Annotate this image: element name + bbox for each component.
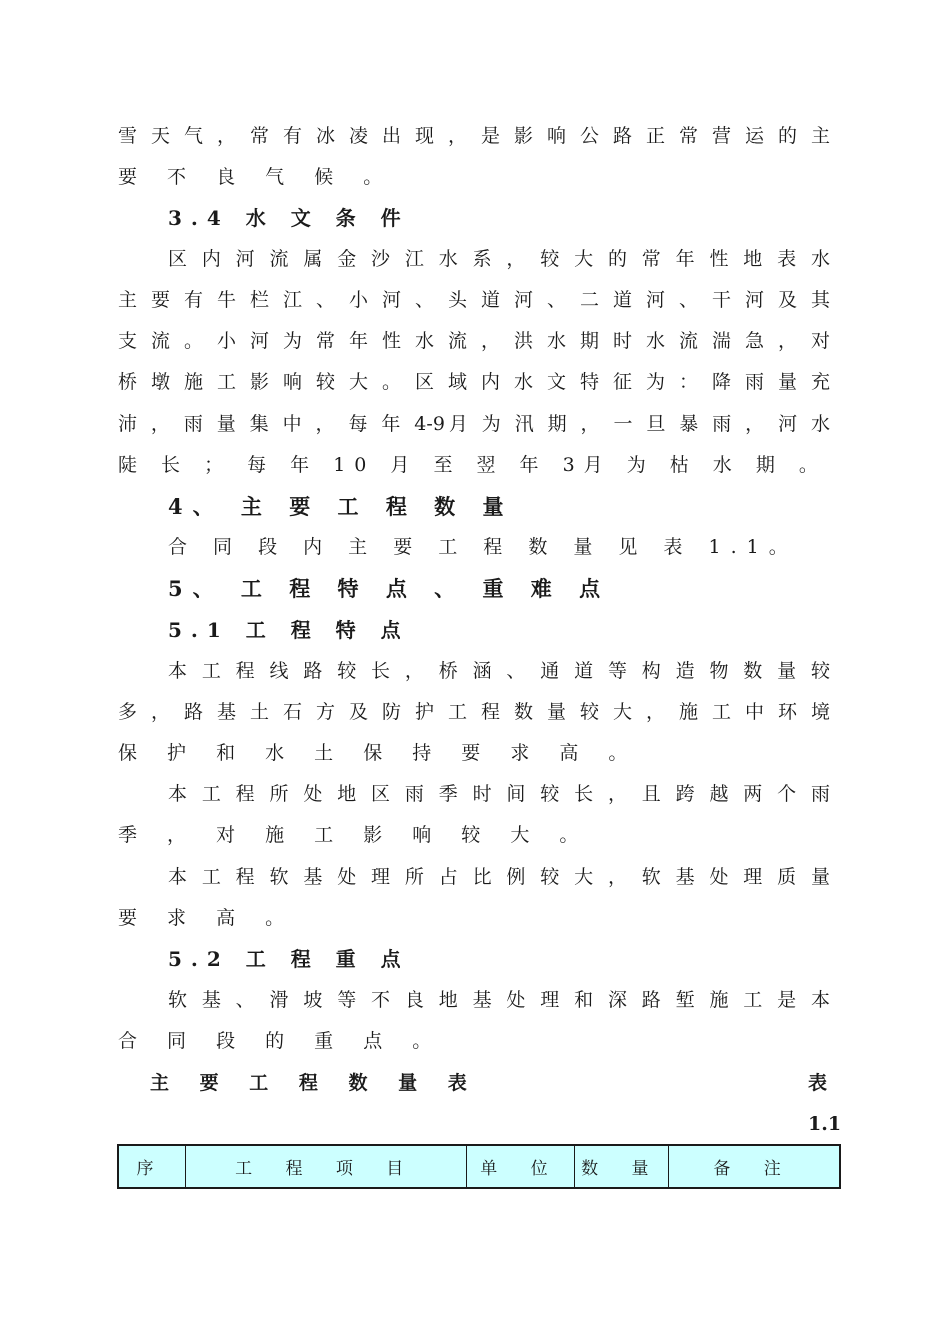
- paragraph-line: 本 工 程 所 处 地 区 雨 季 时 间 较 长 ， 且 跨 越 两 个 雨: [168, 783, 830, 805]
- paragraph-line: 多 ， 路 基 土 石 方 及 防 护 工 程 数 量 较 大 ， 施 工 中 环 境: [118, 701, 830, 723]
- paragraph-line: 本 工 程 线 路 较 长 ， 桥 涵 、 通 道 等 构 造 物 数 量 较: [168, 660, 830, 682]
- section-heading-5-1: 5.1 工 程 特 点: [168, 618, 410, 642]
- paragraph-line: 季 ， 对 施 工 影 响 较 大 。: [118, 824, 591, 846]
- paragraph-line: 合 同 段 的 重 点 。: [118, 1030, 444, 1052]
- table-header-row: [119, 1146, 840, 1188]
- paragraph-line: 合 同 段 内 主 要 工 程 数 量 见 表 1.1。: [168, 536, 798, 558]
- paragraph-line: 沛 ， 雨 量 集 中 ， 每 年 4-9月 为 汛 期 ， 一 旦 暴 雨 ， 河 水: [118, 413, 830, 435]
- quantity-table: [118, 1145, 840, 1188]
- paragraph-line: 陡 长 ； 每 年 10 月 至 翌 年 3月 为 枯 水 期 。: [118, 454, 827, 476]
- paragraph-line: 要 不 良 气 候 。: [118, 166, 395, 188]
- table-label-number: 1.1: [808, 1113, 842, 1135]
- section-heading-5: 5、 工 程 特 点 、 重 难 点: [168, 576, 611, 601]
- paragraph-line: 区 内 河 流 属 金 沙 江 水 系 ， 较 大 的 常 年 性 地 表 水: [168, 248, 830, 270]
- paragraph-line: 要 求 高 。: [118, 907, 297, 929]
- paragraph-line: 桥 墩 施 工 影 响 较 大 。 区 域 内 水 文 特 征 为 ： 降 雨 量 充: [118, 371, 830, 393]
- paragraph-line: 支 流 。 小 河 为 常 年 性 水 流 ， 洪 水 期 时 水 流 湍 急 ， 对: [118, 330, 830, 352]
- table-caption: 主 要 工 程 数 量 表: [150, 1072, 479, 1094]
- table-label-word: 表: [808, 1072, 828, 1094]
- header-remarks: 备 注: [669, 1146, 840, 1188]
- section-heading-4: 4、 主 要 工 程 数 量: [168, 494, 514, 519]
- section-heading-3-4: 3.4 水 文 条 件: [168, 206, 410, 230]
- header-unit: 单 位: [467, 1146, 575, 1188]
- header-quantity: 数 量: [575, 1146, 669, 1188]
- paragraph-line: 主 要 有 牛 栏 江 、 小 河 、 头 道 河 、 二 道 河 、 干 河 及 其: [118, 289, 830, 311]
- paragraph-line: 本 工 程 软 基 处 理 所 占 比 例 较 大 ， 软 基 处 理 质 量: [168, 866, 830, 888]
- paragraph-line: 保 护 和 水 土 保 持 要 求 高 。: [118, 742, 640, 764]
- header-index: 序: [119, 1146, 186, 1188]
- paragraph-line: 雪 天 气 ， 常 有 冰 凌 出 现 ， 是 影 响 公 路 正 常 营 运 的 主: [118, 125, 830, 147]
- paragraph-line: 软 基 、 滑 坡 等 不 良 地 基 处 理 和 深 路 堑 施 工 是 本: [168, 989, 830, 1011]
- section-heading-5-2: 5.2 工 程 重 点: [168, 947, 410, 971]
- header-item: 工 程 项 目: [185, 1146, 467, 1188]
